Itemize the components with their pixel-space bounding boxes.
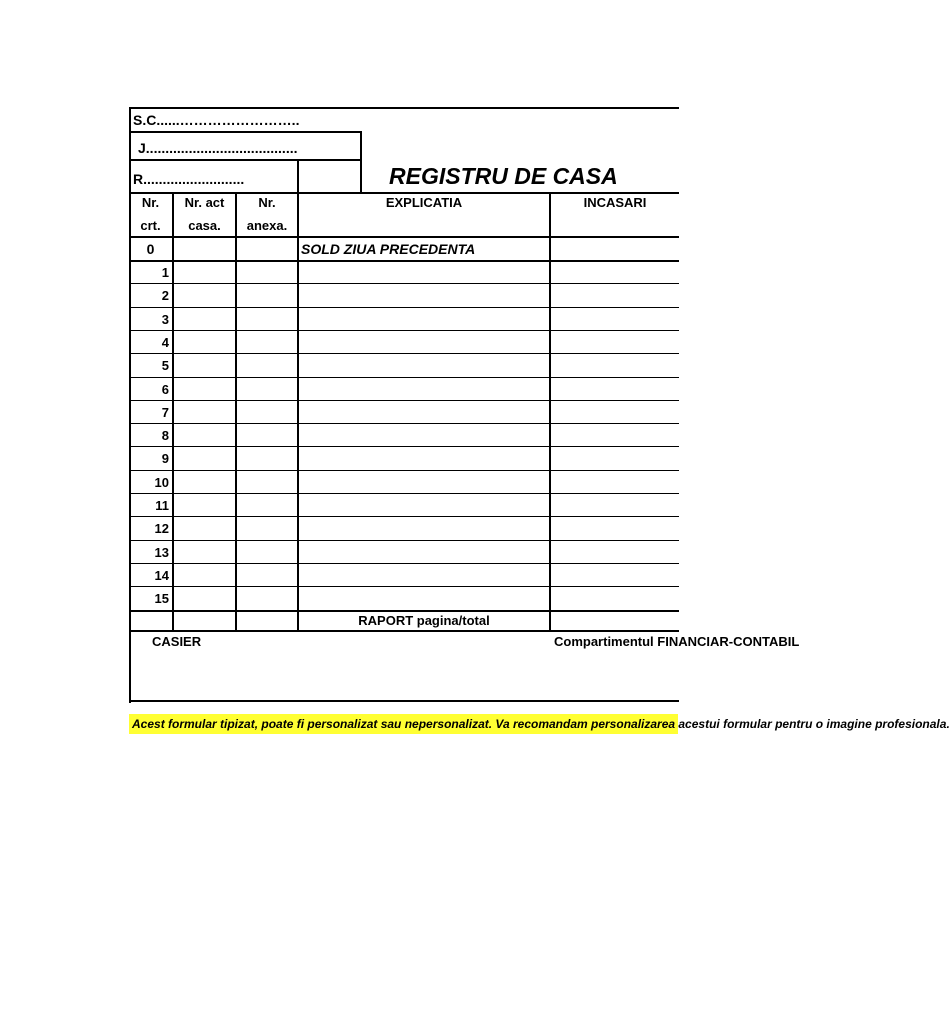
header-vline-2 [297, 159, 299, 194]
row-divider [129, 400, 679, 401]
col-nr-anexa-line1: Nr. [258, 195, 276, 210]
row-number: 9 [161, 451, 169, 467]
row-divider [129, 586, 679, 587]
frame-bottom [129, 700, 679, 702]
row-number: 14 [154, 567, 169, 583]
row-number: 12 [154, 521, 169, 537]
row-divider [129, 330, 679, 331]
row-number: 11 [155, 498, 169, 513]
raport-row-top [129, 610, 679, 612]
col-line-4 [549, 192, 551, 632]
row-divider [129, 307, 679, 308]
row-number: 2 [161, 288, 169, 304]
row-divider [129, 377, 679, 378]
col-nr-crt-line1: Nr. [141, 195, 160, 210]
table-header-bottom [129, 236, 679, 238]
company-j: J....................................... [138, 140, 298, 156]
col-line-2 [235, 192, 237, 632]
header-vline-1 [360, 131, 362, 194]
row-divider [129, 493, 679, 494]
row-number: 15 [154, 591, 169, 607]
form-title: REGISTRU DE CASA [389, 163, 618, 189]
col-line-3 [297, 192, 299, 632]
header-line-2 [129, 159, 362, 161]
row-number: 10 [154, 474, 169, 490]
sold-row-label: SOLD ZIUA PRECEDENTA [301, 241, 476, 257]
row-number: 13 [154, 544, 169, 560]
col-nr-act-line2: casa. [188, 218, 221, 233]
row-number: 7 [161, 404, 169, 420]
row-number: 1 [161, 265, 169, 280]
row-divider [129, 353, 679, 354]
row-number: 5 [161, 358, 169, 374]
sold-row-index: 0 [146, 241, 155, 257]
row-number: 3 [161, 311, 169, 327]
footnote-banner: Acest formular tipizat, poate fi personalizat sau nepersonalizat. Va recomandam personalizarea acestui formular pentru o imagine profesionala. [129, 714, 678, 734]
frame-top [129, 107, 679, 109]
company-sc: S.C......…………………….. [133, 112, 300, 128]
col-incasari: INCASARI [583, 195, 647, 210]
table-header-top [129, 192, 679, 194]
header-line-1 [129, 131, 362, 133]
col-line-1 [172, 192, 174, 632]
signature-compartiment: Compartimentul FINANCIAR-CONTABIL [554, 634, 800, 649]
row-number: 4 [161, 334, 169, 350]
col-nr-anexa-line2: anexa. [246, 218, 288, 233]
sold-row-bottom [129, 260, 679, 262]
signature-casier: CASIER [152, 634, 202, 649]
col-nr-act-line1: Nr. act [184, 195, 225, 210]
cash-register-form [129, 107, 800, 703]
row-number: 6 [161, 381, 169, 397]
row-divider [129, 540, 679, 541]
row-divider [129, 423, 679, 424]
col-explicatia: EXPLICATIA [385, 195, 463, 210]
company-r: R.......................... [133, 171, 245, 187]
raport-label: RAPORT pagina/total [358, 613, 490, 628]
row-divider [129, 563, 679, 564]
row-divider [129, 470, 679, 471]
row-divider [129, 283, 679, 284]
row-divider [129, 516, 679, 517]
raport-row-bottom [129, 630, 679, 632]
col-nr-crt-line2: crt. [140, 218, 161, 233]
row-number: 8 [161, 428, 169, 444]
row-divider [129, 446, 679, 447]
